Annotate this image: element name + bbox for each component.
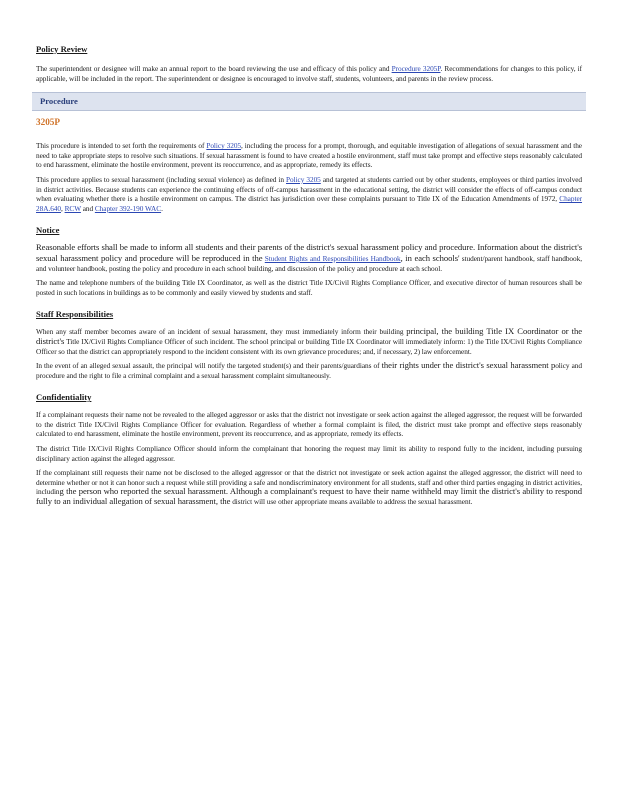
text-run: principal, the building Title IX Coordinator or the district's [36, 326, 583, 346]
document-page [36, 44, 582, 512]
text-run: , [61, 203, 63, 213]
intro-paragraph-2 [36, 175, 582, 213]
notice-paragraph-2: The name and telephone numbers of the building Title IX Coordinator, as well as the district Title IX/Civil Rights Compliance Officer, and executive director of human resources shall be posted in such locations in buildings as to be commonly and easily viewed by students and staff. [36, 278, 582, 297]
chapter-28a640-link[interactable]: Chapter 28A.640 [36, 194, 583, 213]
notice-heading: Notice [36, 225, 60, 236]
text-run: . Recommendations for changes to this policy, if applicable, will be included in the report. The superintendent or designee is encouraged to involve staff, students, volunteers, and parents in the review process. [36, 64, 582, 83]
text-run: When any staff member becomes aware of an incident of sexual harassment, they must immediately inform their building [36, 327, 404, 337]
procedure-code: 3205P [36, 117, 60, 128]
procedure-banner [32, 92, 586, 111]
intro-paragraph-1 [36, 141, 582, 170]
text-run: their rights under the district's sexual harassment p [381, 360, 556, 371]
text-run: student/parent handbook, staff handbook, and volunteer handbook, posting the policy and procedure in each school building, and discussion of the policy and procedure at each school. [36, 253, 582, 273]
notice-paragraph-1 [36, 242, 582, 273]
confidentiality-paragraph-3 [36, 468, 582, 506]
staff-responsibilities-section [36, 309, 582, 380]
staff-responsibilities-heading: Staff Responsibilities [36, 309, 114, 320]
text-run: This procedure applies to sexual harassment (including sexual violence) as defined in [36, 174, 284, 184]
policy-review-section [36, 44, 582, 83]
text-run: , including the process for a prompt, thorough, and equitable investigation of allegations of sexual harassment and the need to take appropriate steps to resolve such situations. If sexual harassment is found to have created a hostile environment, staff must take prompt and effective steps reasonably calculated to end harassment, eliminate the hostile environment, prevent its reoccurrence, and as appropriate, remedy its effects. [36, 141, 582, 170]
rcw-link[interactable]: RCW [64, 203, 81, 213]
text-run: Title IX/Civil Rights Compliance Officer of such incident. The school principal or building Title IX Coordinator will immediately inform: 1) the Title IX/Civil Rights Compliance Officer so that the district can appropriately respond to the incident consistent with its own grievance procedures; and, if necessary, 2) law enforcement. [36, 336, 582, 356]
text-run: If the complainant still requests their name not be disclosed to the alleged aggressor or that the district not investigate or seek action against the alleged aggressor, the district will need to determine whether or not it can honor such a request while still providing a safe and nondiscriminatory environment for all students, staff and other third parties engaging in district activities, includin [36, 468, 582, 497]
confidentiality-section [36, 392, 582, 506]
procedure-3205p-link[interactable]: Procedure 3205P [391, 64, 441, 73]
text-run: This procedure is intended to set forth the requirements of [36, 141, 205, 151]
staff-paragraph-1 [36, 327, 582, 356]
text-run: The superintendent or designee will make an annual report to the board reviewing the use and efficacy of this policy and [36, 64, 390, 73]
procedure-banner-label: Procedure [40, 96, 78, 107]
intro-section [36, 141, 582, 213]
policy-review-heading: Policy Review [36, 44, 88, 54]
text-run: district will use other appropriate means available to address the sexual harassment. [232, 497, 473, 507]
staff-paragraph-2 [36, 361, 582, 380]
confidentiality-paragraph-1: If a complainant requests their name not be revealed to the alleged aggressor or asks that the district not investigate or seek action against the alleged aggressor, the request will be forwarded to the district Title IX/Civil Rights Compliance Officer for evaluation. Regardless of whether a formal complaint is filed, the district must take prompt and effective steps reasonably calculated to end harassment, eliminate the hostile environment, prevent its reoccurrence, and as appropriate, remedy its effects. [36, 410, 582, 439]
text-run: . [161, 203, 163, 213]
confidentiality-heading: Confidentiality [36, 392, 92, 403]
notice-section [36, 225, 582, 297]
confidentiality-paragraph-2: The district Title IX/Civil Rights Compliance Officer should inform the complainant that honoring the request may limit its ability to respond fully to the incident, including pursuing disciplinary action against the alleged aggressor. [36, 444, 582, 463]
chapter-392-190-wac-link[interactable]: Chapter 392-190 WAC [94, 203, 162, 213]
text-run: g the person who reported the sexual harassment. Although a complainant's request to have their name withheld may limit the district's ability to respond fully to an individual allegation of sexual harassment, the [36, 486, 582, 507]
text-run: and targeted at students carried out by other students, employees or third parties involved in district activities. Because students can experience the continuing effects of off-campus harassment in the educational setting, the district will consider the effects of off-campus conduct when evaluating whether there is a hostile environment on campus. The district has jurisdiction over these complaints pursuant to Title IX of the Education Amendments of 1972, [36, 174, 582, 204]
policy-3205-link-2[interactable]: Policy 3205 [286, 174, 321, 184]
text-run: In the event of an alleged sexual assault, the principal will notify the targeted student(s) and their parents/guardians of [36, 361, 380, 371]
text-run: , in each schools' [400, 252, 460, 263]
text-run: Reasonable efforts shall be made to inform all students and their parents of the district's sexual harassment policy and procedure. Information about the district's sexual harassment policy and procedure will be reproduced in the [36, 242, 582, 263]
policy-3205-link[interactable]: Policy 3205 [206, 141, 242, 151]
policy-review-paragraph [36, 64, 582, 83]
text-run: and [82, 203, 94, 213]
student-handbook-link[interactable]: Student Rights and Responsibilities Handbook [264, 253, 401, 263]
text-run: olicy and procedure and the right to file a criminal complaint and a sexual harassment complaint simultaneously. [36, 361, 582, 380]
